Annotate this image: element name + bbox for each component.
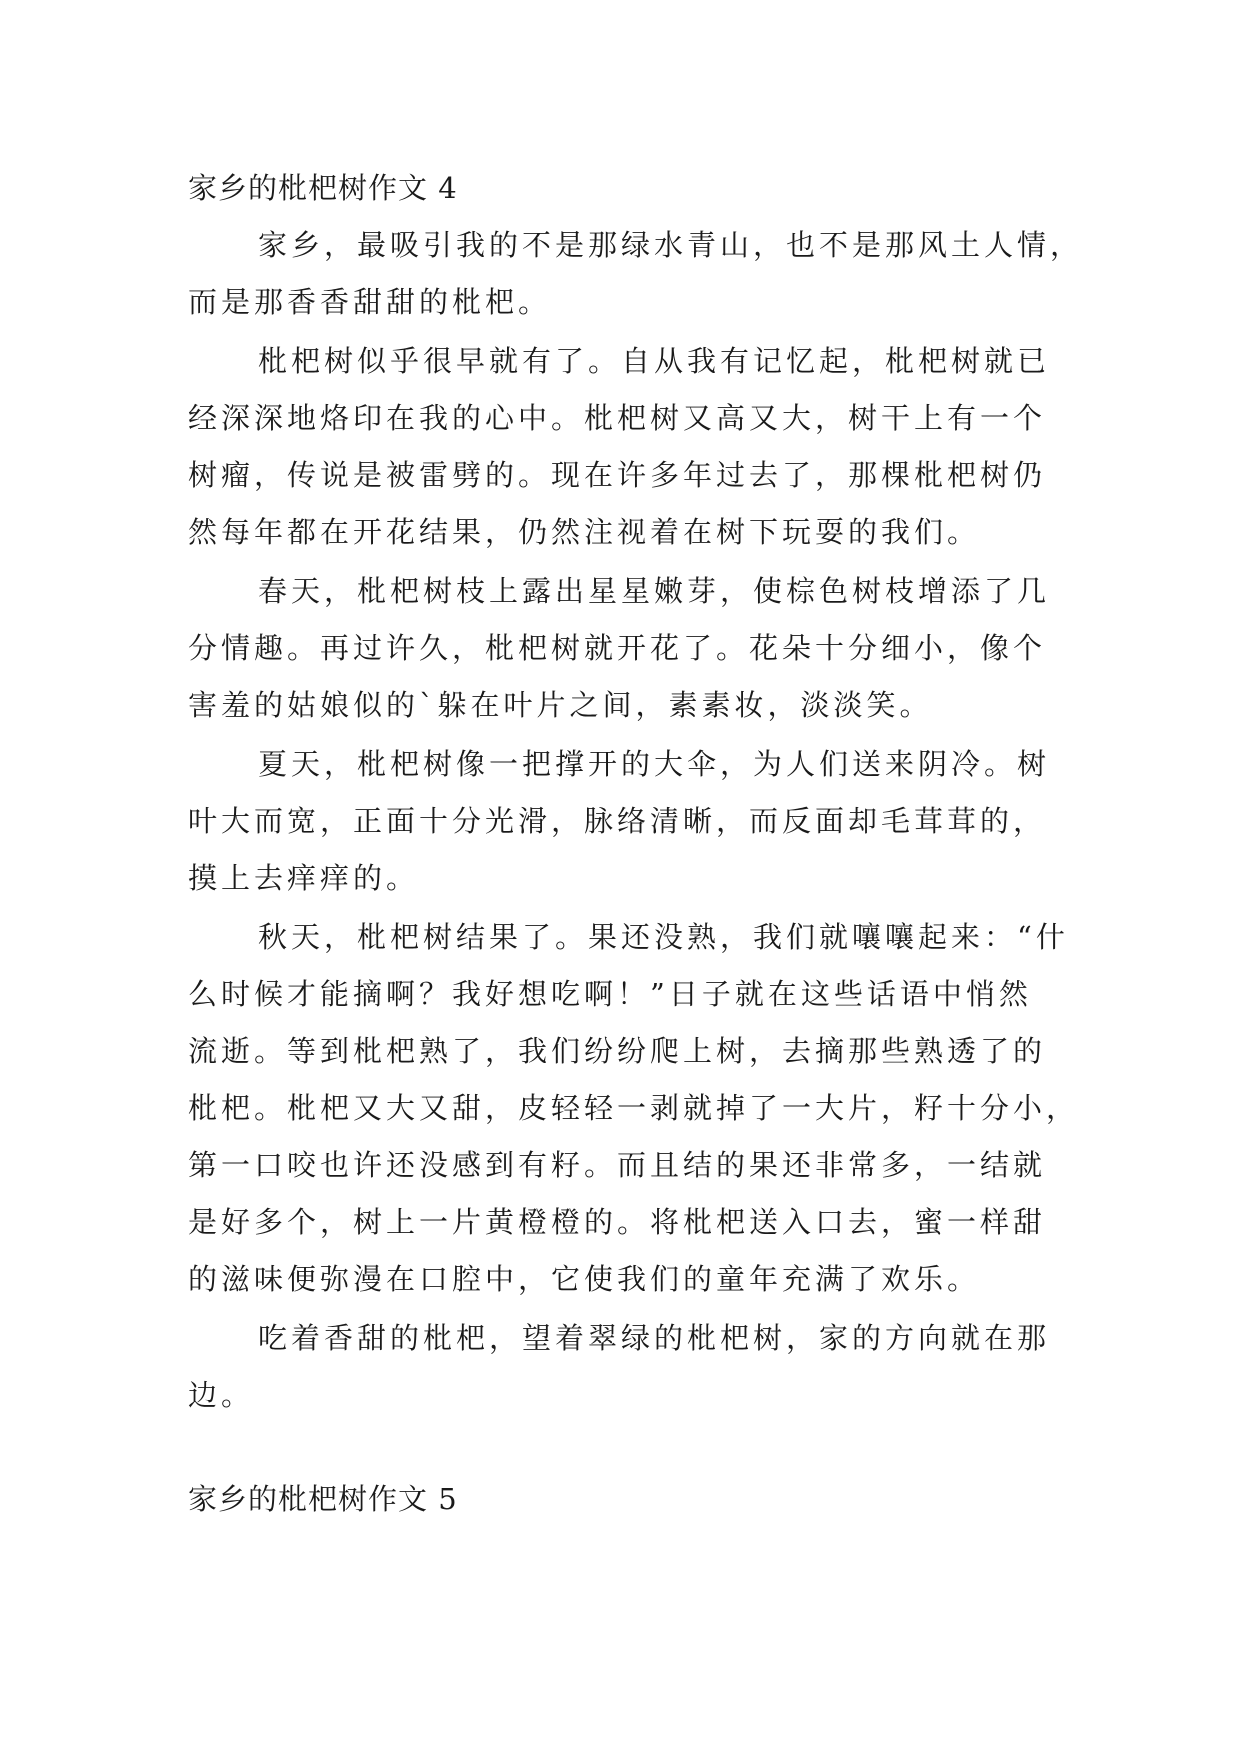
paragraph-line: 树瘤，传说是被雷劈的。现在许多年过去了，那棵枇杷树仍 xyxy=(188,458,1047,492)
paragraph-line: 边。 xyxy=(188,1378,255,1412)
paragraph-line: 害羞的姑娘似的`躲在叶片之间，素素妆，淡淡笑。 xyxy=(188,688,933,722)
paragraph-line: 而是那香香甜甜的枇杷。 xyxy=(188,285,552,319)
essay-title-5: 家乡的枇杷树作文 5 xyxy=(188,1482,458,1516)
paragraph-line: 吃着香甜的枇杷，望着翠绿的枇杷树，家的方向就在那 xyxy=(258,1321,1051,1355)
paragraph-line: 家乡，最吸引我的不是那绿水青山，也不是那风土人情， xyxy=(258,228,1084,262)
essay-title-4: 家乡的枇杷树作文 4 xyxy=(188,171,458,205)
paragraph-line: 分情趣。再过许久，枇杷树就开花了。花朵十分细小，像个 xyxy=(188,631,1047,665)
paragraph-line: 经深深地烙印在我的心中。枇杷树又高又大，树干上有一个 xyxy=(188,401,1047,435)
paragraph-line: 摸上去痒痒的。 xyxy=(188,861,420,895)
paragraph-line: 然每年都在开花结果，仍然注视着在树下玩耍的我们。 xyxy=(188,515,981,549)
paragraph-line: 秋天，枇杷树结果了。果还没熟，我们就嚷嚷起来：“什 xyxy=(258,920,1069,954)
paragraph-line: 流逝。等到枇杷熟了，我们纷纷爬上树，去摘那些熟透了的 xyxy=(188,1034,1047,1068)
paragraph-line: 夏天，枇杷树像一把撑开的大伞，为人们送来阴冷。树 xyxy=(258,747,1051,781)
paragraph-line: 第一口咬也许还没感到有籽。而且结的果还非常多，一结就 xyxy=(188,1148,1047,1182)
paragraph-line: 春天，枇杷树枝上露出星星嫩芽，使棕色树枝增添了几 xyxy=(258,574,1051,608)
paragraph-line: 的滋味便弥漫在口腔中，它使我们的童年充满了欢乐。 xyxy=(188,1262,981,1296)
paragraph-line: 枇杷树似乎很早就有了。自从我有记忆起，枇杷树就已 xyxy=(258,344,1051,378)
paragraph-line: 叶大而宽，正面十分光滑，脉络清晰，而反面却毛茸茸的， xyxy=(188,804,1047,838)
paragraph-line: 么时候才能摘啊？我好想吃啊！”日子就在这些话语中悄然 xyxy=(188,977,1032,1011)
paragraph-line: 是好多个，树上一片黄橙橙的。将枇杷送入口去，蜜一样甜 xyxy=(188,1205,1047,1239)
paragraph-line: 枇杷。枇杷又大又甜，皮轻轻一剥就掉了一大片，籽十分小， xyxy=(188,1091,1080,1125)
